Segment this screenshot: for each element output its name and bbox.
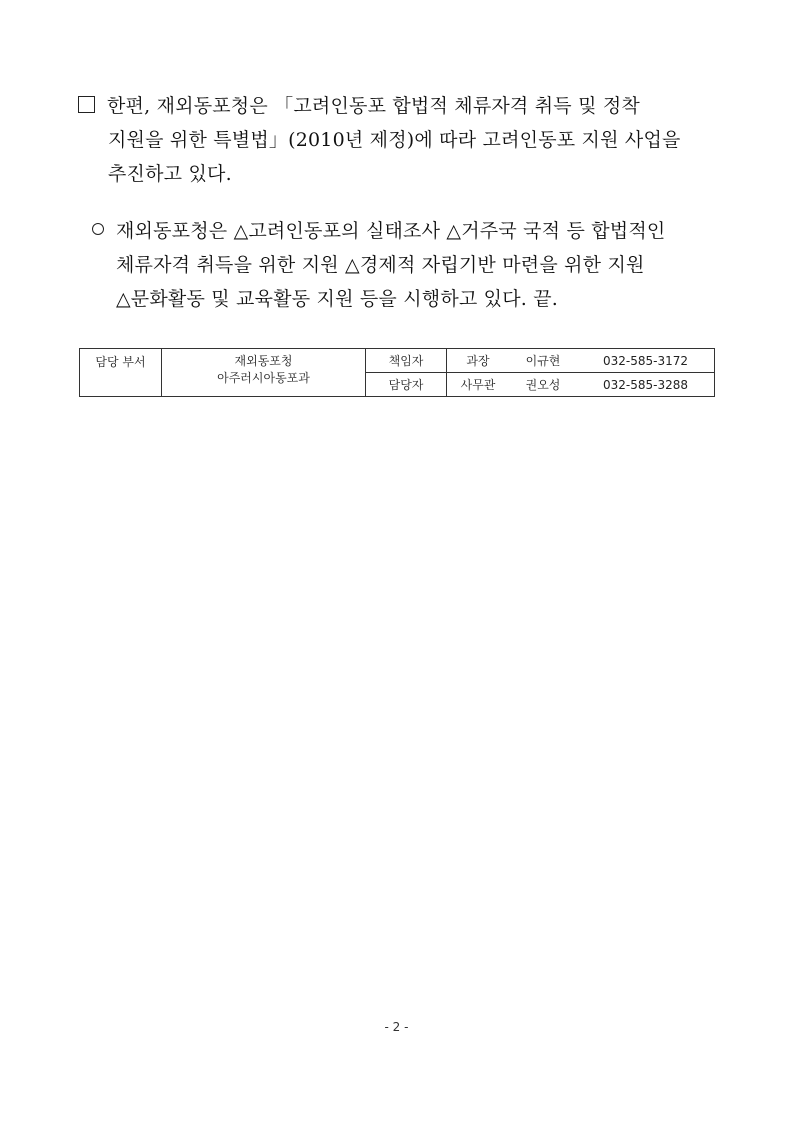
- contact-role: 책임자: [366, 349, 447, 373]
- dept-label: 담당 부서: [80, 349, 162, 397]
- paragraph-overview-line-2: 지원을 위한 특별법」(2010년 제정)에 따라 고려인동포 지원 사업을: [108, 129, 681, 151]
- paragraph-details-line-1: [90, 214, 730, 248]
- paragraph-details-line-3: △문화활동 및 교육활동 지원 등을 시행하고 있다. 끝.: [116, 288, 559, 310]
- paragraph-details-text-1: 재외동포청은 △고려인동포의 실태조사 △거주국 국적 등 합법적인: [116, 220, 666, 242]
- paragraph-overview-line-3: 추진하고 있다.: [108, 163, 232, 185]
- paragraph-details: [90, 214, 730, 316]
- paragraph-overview: [78, 89, 728, 191]
- circle-bullet-icon: [92, 223, 104, 235]
- paragraph-details-line-2: 체류자격 취득을 위한 지원 △경제적 자립기반 마련을 위한 지원: [116, 254, 645, 276]
- dept-name-line-1: 재외동포청: [234, 354, 293, 368]
- contact-title: 사무관: [447, 373, 510, 397]
- dept-name-line-2: 아주러시아동포과: [217, 371, 310, 385]
- contact-table: [79, 348, 715, 397]
- contact-name: 권오성: [509, 373, 577, 397]
- dept-name: [162, 349, 366, 397]
- contact-row-responsible: [80, 349, 715, 373]
- contact-phone: 032-585-3172: [577, 349, 715, 373]
- page-number: - 2 -: [384, 1020, 409, 1034]
- contact-name: 이규현: [509, 349, 577, 373]
- contact-role: 담당자: [366, 373, 447, 397]
- paragraph-overview-text-1: 한편, 재외동포청은 「고려인동포 합법적 체류자격 취득 및 정착: [107, 95, 640, 117]
- contact-title: 과장: [447, 349, 510, 373]
- square-bullet-icon: [78, 96, 95, 113]
- paragraph-overview-line-1: [78, 89, 728, 123]
- contact-phone: 032-585-3288: [577, 373, 715, 397]
